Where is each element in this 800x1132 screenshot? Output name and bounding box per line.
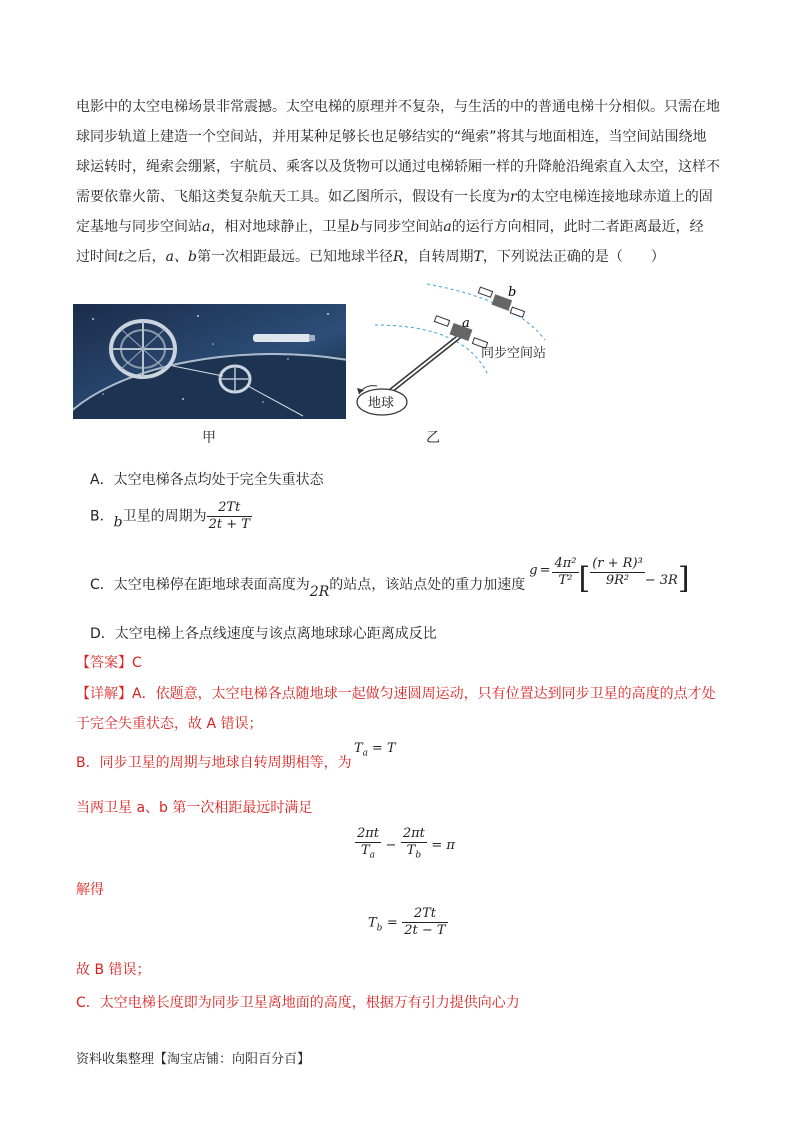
far-condition-line: 当两卫星 a、b 第一次相距最远时满足 <box>76 800 313 816</box>
solve-label: 解得 <box>76 882 104 898</box>
earth-label: 地球 <box>368 396 395 411</box>
option-a: A．太空电梯各点均处于完全失重状态 <box>90 472 324 488</box>
station-ring-small <box>220 366 250 392</box>
question-line-4: 需要依靠火箭、飞船这类复杂航天工具。如乙图所示，假设有一长度为r的太空电梯连接地球赤道上的固 <box>76 189 713 205</box>
label-b: b <box>508 285 517 300</box>
detail-line-2: 于完全失重状态，故 A 错误； <box>76 716 263 732</box>
caption-jia: 甲 <box>202 430 216 446</box>
footer-source: 资料收集整理【淘宝店铺：向阳百分百】 <box>76 1052 311 1067</box>
label-a: a <box>462 316 470 331</box>
detail-b-line: B．同步卫星的周期与地球自转周期相等，为 <box>76 755 352 771</box>
option-c-fraction-1: $\frac{\text{4π²}}{\text{T²}}$ <box>554 556 577 588</box>
var-t: t <box>118 249 124 265</box>
caption-yi: 乙 <box>426 430 440 446</box>
question-line-3: 球运转时，绳索会绷紧，宇航员、乘客以及货物可以通过电梯轿厢一样的升降舱沿绳索直入太空，这样不 <box>76 159 720 175</box>
option-b-fraction: $\frac{2Tt}{2t + T}$ <box>208 500 250 532</box>
var-a-2: a <box>443 219 452 235</box>
b-wrong-line: 故 B 错误； <box>76 962 151 978</box>
equation-1: $\frac{2\pi t}{T_a}$ − $\frac{2\pi t}{T_b}$ = π <box>357 826 455 861</box>
spaceship <box>253 334 315 342</box>
eq-ta-equals-t: $T_a = T$ <box>354 741 396 759</box>
question-line-2: 球同步轨道上建造一个空间站，并用某种足够长也足够结实的“绳索”将其与地面相连，当空间站围绕地 <box>76 129 707 145</box>
var-r: r <box>510 189 517 205</box>
satellite-a-icon <box>434 316 487 348</box>
figure-elevator-diagram <box>345 280 550 420</box>
var-b: b <box>350 219 360 235</box>
space-scene-image <box>73 304 346 419</box>
var-ab: a、b <box>165 249 197 265</box>
station-label: 同步空间站 <box>481 346 547 361</box>
var-a: a <box>202 219 211 235</box>
question-line-6: 过时间t之后，a、b第一次相距最远。已知地球半径R，自转周期T，下列说法正确的是（ ） <box>76 249 665 265</box>
answer-label: 【答案】C <box>76 655 142 671</box>
option-b-var: b <box>113 514 123 531</box>
station-ring-large <box>111 321 175 377</box>
c-line: C．太空电梯长度即为同步卫星离地面的高度，根据万有引力提供向心力 <box>76 995 520 1011</box>
equation-2: $T_b$ = $\frac{2Tt}{2t - T}$ <box>368 906 446 938</box>
option-c-height: 2R <box>309 584 330 600</box>
option-c-fraction-2: $\frac{\text{(r + R)³}}{\text{9R²}}$ <box>592 556 643 588</box>
option-c: C．太空电梯停在距地球表面高度为2R的站点，该站点处的重力加速度g = $\frac{\text{4π²}}{\text{T²}}$ [ $\frac{\text{(r + R)³}}{\text{9R²}}$ − 3R] <box>90 556 690 600</box>
var-R: R <box>392 249 404 265</box>
var-T: T <box>473 249 483 265</box>
satellite-b-icon <box>478 287 524 317</box>
option-d: D．太空电梯上各点线速度与该点离地球球心距离成反比 <box>90 626 437 642</box>
question-text <box>76 92 726 272</box>
figure-space-elevator-photo <box>73 304 346 419</box>
answer-detail <box>76 679 726 739</box>
detail-line-1: 【详解】A．依题意，太空电梯各点随地球一起做匀速圆周运动，只有位置达到同步卫星的高度的点才处 <box>76 686 716 702</box>
option-b: B．b卫星的周期为 $\frac{2Tt}{2t + T}$ <box>90 500 250 532</box>
question-line-1: 电影中的太空电梯场景非常震撼。太空电梯的原理并不复杂，与生活的中的普通电梯十分相似。只需在地 <box>76 99 720 115</box>
question-line-5: 定基地与同步空间站a，相对地球静止，卫星b与同步空间站a的运行方向相同，此时二者距离最近，经 <box>76 219 704 235</box>
